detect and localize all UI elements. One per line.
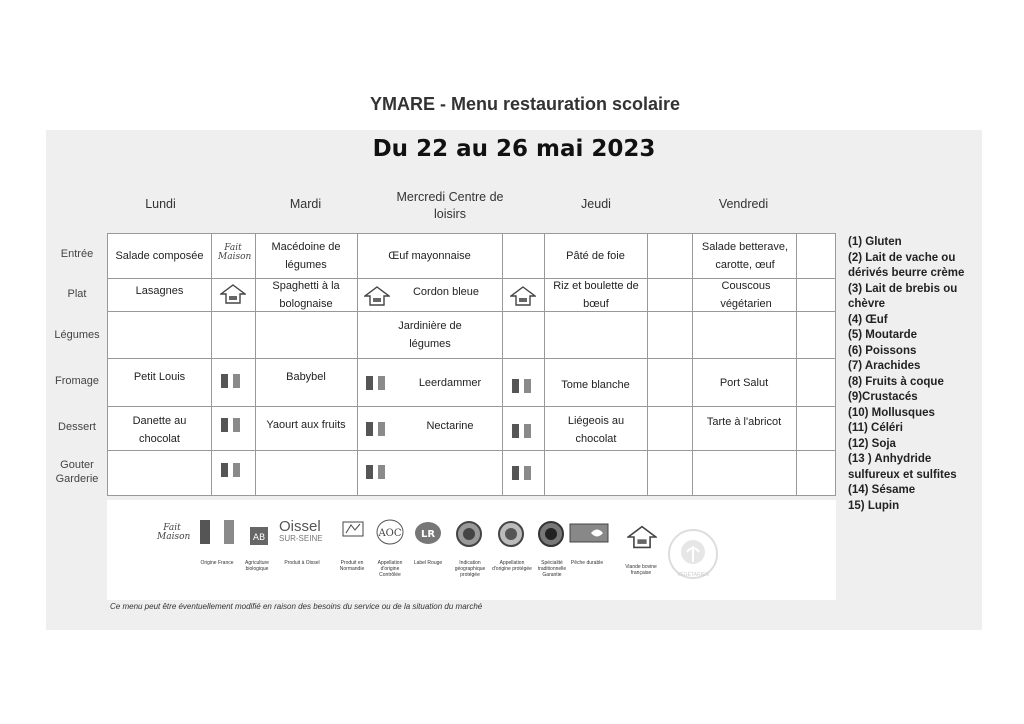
allergen-item: (9)Crustacés	[848, 391, 918, 403]
cell-entree-mardi: Macédoine de légumes	[271, 241, 341, 271]
svg-text:LR: LR	[420, 529, 436, 540]
cell-plat-mardi: Spaghetti à la bolognaise	[272, 279, 340, 310]
igp-icon	[455, 520, 483, 548]
allergen-item: (5) Moutarde	[848, 329, 917, 341]
stg-icon	[537, 520, 565, 548]
normandie-icon	[342, 521, 364, 539]
allergen-item: (3) Lait de brebis ou	[848, 282, 958, 295]
allergen-item: (7) Arachides	[848, 360, 921, 372]
cell-fromage-vendredi: Port Salut	[719, 377, 769, 389]
allergen-item: (2) Lait de vache ou	[848, 251, 956, 264]
aop-caption: Appellation d'origine protégée	[492, 560, 532, 572]
menu-period: Du 22 au 26 mai 2023	[372, 136, 656, 162]
allergen-item: (10) Mollusques	[848, 406, 935, 419]
origine-france-caption: Origine France	[200, 560, 234, 566]
origine-france-icon	[366, 465, 388, 479]
day-header-mercredi: Mercredi Centre de loisirs	[396, 190, 504, 221]
viande-francaise-icon	[627, 524, 657, 550]
allergen-item: (1) Gluten	[848, 236, 902, 248]
day-header-jeudi: Jeudi	[581, 197, 611, 211]
cell-plat-mercredi: Cordon bleue	[412, 286, 480, 298]
vegetarien-caption: VÉGÉTARIEN	[677, 572, 709, 578]
cell-dessert-vendredi: Tarte à l'abricot	[706, 416, 782, 428]
cell-plat-jeudi: Riz et boulette de bœuf	[553, 279, 639, 310]
peche-durable-icon	[569, 523, 609, 543]
oissel-logo-sub: SUR-SEINE	[279, 534, 323, 543]
row-label-plat: Plat	[67, 288, 87, 300]
allergen-item: dérivés beurre crème	[848, 267, 965, 279]
origine-france-icon	[512, 424, 534, 438]
aoc-caption: Appellation d'origine Contrôlée	[377, 560, 403, 578]
allergen-item: (4) Œuf	[848, 313, 888, 326]
cell-dessert-lundi: Danette au chocolat	[132, 415, 187, 445]
origine-france-icon	[221, 418, 243, 432]
origine-france-icon	[366, 422, 388, 436]
cell-fromage-mardi: Babybel	[286, 371, 326, 383]
allergen-item: (13 ) Anhydride	[848, 453, 932, 465]
produit-oissel-caption: Produit à Oissel	[284, 560, 320, 566]
footnote: Ce menu peut être éventuellement modifié en raison des besoins du service ou de la situation du marché	[110, 602, 483, 611]
viande-francaise-icon	[364, 286, 390, 306]
origine-france-icon	[366, 376, 388, 390]
cell-legumes-mercredi: Jardinière de légumes	[398, 320, 462, 350]
igp-caption: Indication géographique protégée	[454, 560, 486, 578]
day-header-mardi: Mardi	[289, 197, 322, 211]
row-label-entree: Entrée	[60, 248, 94, 260]
origine-france-icon	[512, 466, 534, 480]
cell-entree-jeudi: Pâté de foie	[566, 250, 625, 262]
aop-icon	[497, 520, 525, 548]
allergen-item: (14) Sésame	[848, 484, 916, 496]
allergen-item: sulfureux et sulfites	[848, 468, 957, 481]
cell-plat-vendredi: Couscous végétarien	[720, 279, 772, 310]
day-header-vendredi: Vendredi	[718, 197, 769, 211]
origine-france-icon	[221, 463, 243, 477]
row-label-gouter: Gouter Garderie	[55, 459, 99, 485]
aoc-icon	[375, 518, 405, 546]
allergen-item: chèvre	[848, 298, 886, 310]
allergen-item: (8) Fruits à coque	[848, 375, 944, 388]
row-label-dessert: Dessert	[58, 421, 96, 433]
cell-entree-mercredi: Œuf mayonnaise	[388, 250, 471, 262]
cell-fromage-mercredi: Leerdammer	[418, 377, 482, 389]
cell-entree-lundi: Salade composée	[115, 250, 204, 262]
cell-plat-lundi: Lasagnes	[135, 285, 184, 297]
cell-fromage-lundi: Petit Louis	[133, 371, 186, 383]
cell-dessert-jeudi: Liégeois au chocolat	[567, 415, 625, 445]
allergen-item: (11) Céléri	[848, 422, 903, 434]
fait-maison-icon: Fait Maison	[218, 243, 252, 262]
cell-entree-vendredi: Salade betterave, carotte, œuf	[701, 241, 789, 271]
svg-text:AB: AB	[252, 533, 266, 543]
origine-france-icon	[200, 520, 238, 534]
stg-caption: Spécialité traditionnelle Garantie	[537, 560, 567, 578]
cell-dessert-mardi: Yaourt aux fruits	[266, 419, 346, 431]
allergen-item: 15) Lupin	[848, 499, 900, 512]
cell-fromage-jeudi: Tome blanche	[561, 379, 630, 391]
day-header-lundi: Lundi	[145, 197, 176, 211]
menu-table	[107, 233, 836, 496]
fait-maison-icon: Fait Maison	[157, 523, 191, 542]
viande-caption: Viande bovine française	[625, 564, 657, 576]
allergen-item: (6) Poissons	[848, 344, 917, 357]
origine-france-icon	[512, 379, 534, 393]
page-title: YMARE - Menu restauration scolaire	[369, 94, 681, 114]
allergen-list	[848, 235, 1023, 514]
viande-francaise-icon	[510, 286, 536, 306]
agriculture-bio-caption: Agriculture biologique	[245, 560, 269, 572]
allergen-item: (12) Soja	[848, 437, 896, 450]
viande-francaise-icon	[220, 284, 246, 304]
label-rouge-caption: Label Rouge	[413, 560, 443, 566]
label-legend	[107, 500, 836, 600]
origine-france-icon	[221, 374, 243, 388]
label-rouge-icon	[413, 520, 443, 546]
svg-text:AOC: AOC	[378, 528, 402, 539]
row-label-fromage: Fromage	[54, 375, 100, 387]
agriculture-bio-icon	[249, 526, 269, 546]
normandie-caption: Produit en Normandie	[339, 560, 365, 572]
row-label-legumes: Légumes	[54, 329, 100, 341]
peche-durable-caption: Pêche durable	[570, 560, 604, 566]
oissel-logo: Oissel	[279, 518, 321, 535]
cell-dessert-mercredi: Nectarine	[426, 420, 474, 432]
